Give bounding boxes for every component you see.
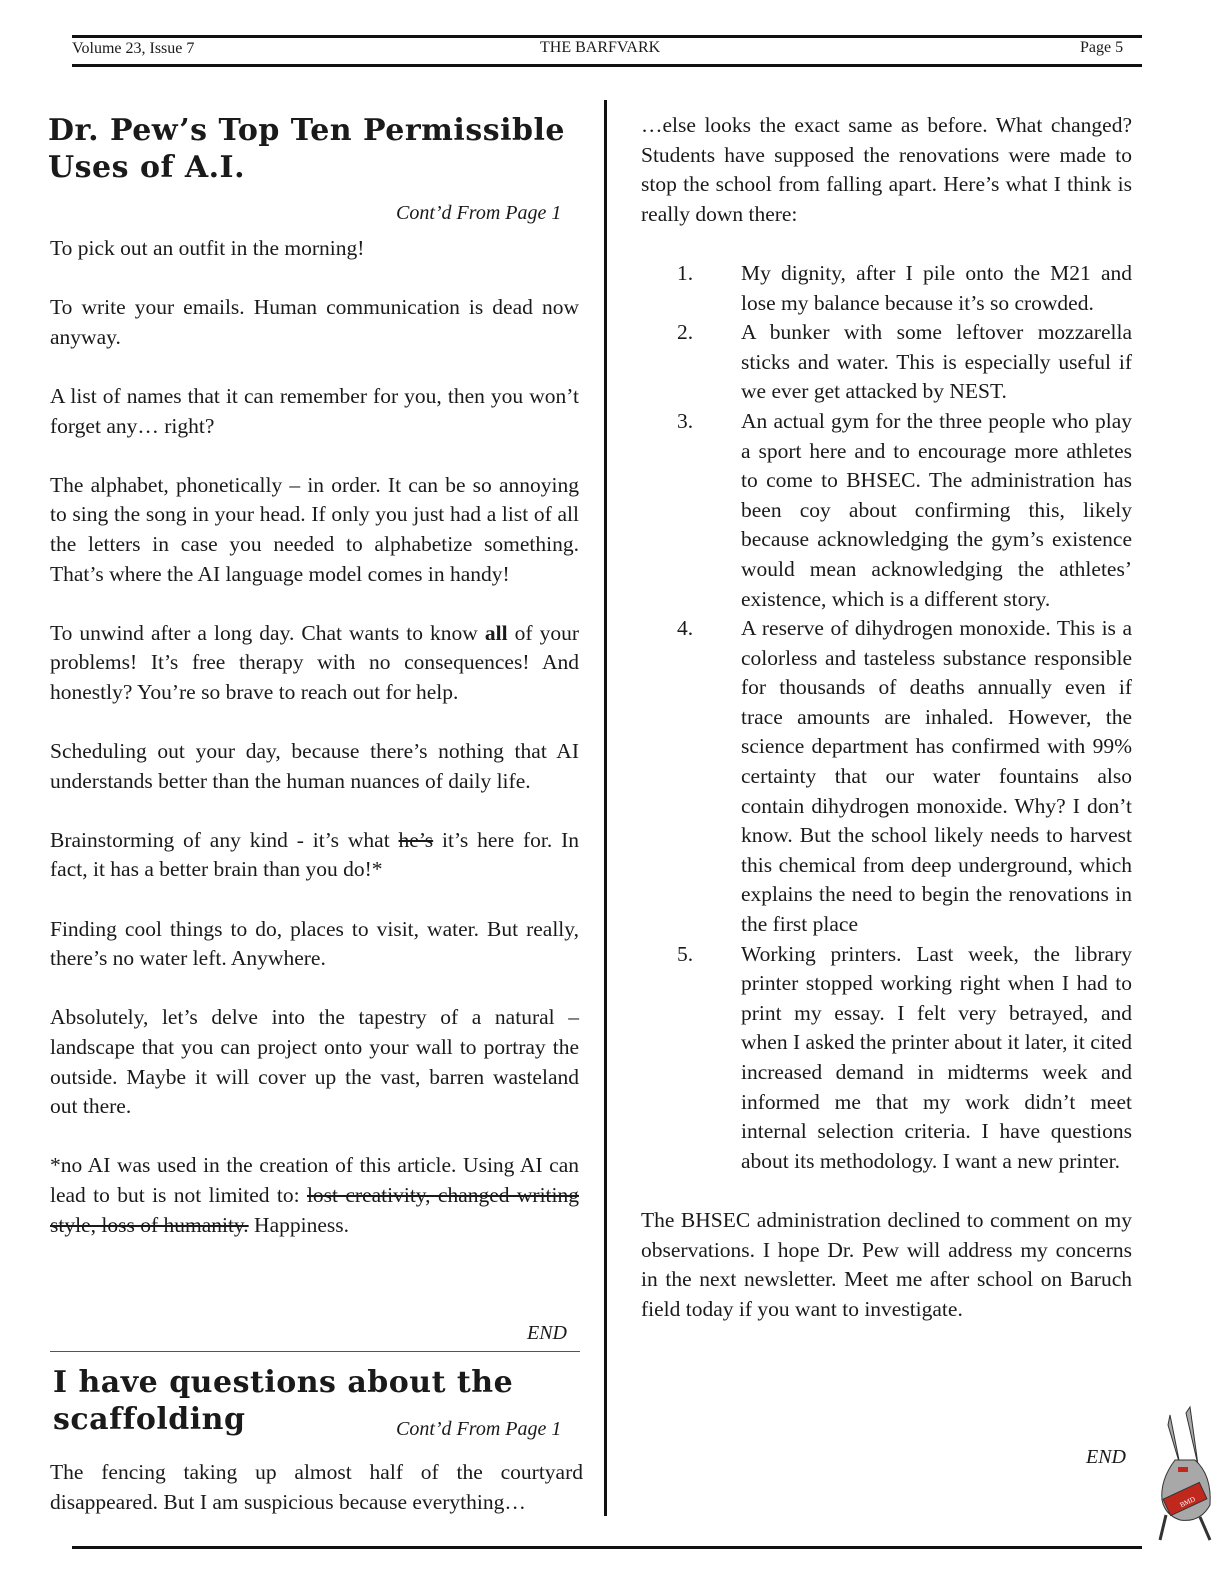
list-number: 5. [677,941,694,966]
text: of your problems! It’s free therapy with no consequences! And honestly? You’re so brave to reach out for help. [50,620,579,704]
article2-body-right [641,111,1132,1354]
article1-end: END [527,1322,567,1344]
strikethrough-text: he’s [398,827,434,852]
text: To unwind after a long day. Chat wants to know [50,620,485,645]
list-number: 2. [677,320,694,345]
article2-end: END [1086,1446,1126,1468]
text: *no AI was used in the creation of this article. Using AI can lead to but is not limited to: [50,1153,579,1207]
issue-label: Volume 23, Issue 7 [72,40,195,57]
paragraph: To write your emails. Human communication is dead now anyway. [50,295,579,349]
paragraph: The BHSEC administration declined to comment on my observations. I hope Dr. Pew will address my concerns in the next newsletter. Meet me after school on Baruch field today if you want to investigate. [641,1207,1132,1321]
paragraph: Scheduling out your day, because there’s nothing that AI understands better than the human nuances of daily life. [50,739,579,793]
footnote [50,1151,579,1240]
article2-body-left [50,1458,583,1547]
page-number: Page 5 [1080,39,1124,56]
list-text: Working printers. Last week, the library printer stopped working right when I had to print my essay. I felt very betrayed, and when I asked the printer about it later, it cited increased demand in midterms week and informed me that my work didn’t meet internal selection criteria. I have questions about its methodology. I want a new printer. [741,941,1132,1173]
paragraph [50,619,579,708]
list-number: 1. [677,260,694,285]
article2-contd: Cont’d From Page 1 [396,1418,562,1440]
paragraph: A list of names that it can remember for you, then you won’t forget any… right? [50,383,579,438]
speculation-list [641,259,1132,1176]
list-item [641,614,1132,940]
list-number: 3. [677,408,694,433]
article1-body [50,234,579,1270]
list-item [641,318,1132,407]
list-number: 4. [677,616,694,641]
text: Happiness. [248,1212,349,1237]
list-text: My dignity, after I pile onto the M21 and lose my balance because it’s so crowded. [741,260,1132,315]
list-text: An actual gym for the three people who play a sport here and to encourage more athletes to come to BHSEC. The administration has been coy about confirming this, likely because acknowledging the gym’s existence would mean acknowledging the athletes’ existence, which is a different story. [741,408,1132,611]
column-divider [604,100,607,1516]
header-top-rule [72,35,1142,38]
paragraph: Finding cool things to do, places to visit, water. But really, there’s no water left. Anywhere. [50,916,579,971]
paragraph: The alphabet, phonetically – in order. It can be so annoying to sing the song in your head. If only you just had a list of all the letters in case you needed to alphabetize something. That’s where the AI language model comes in handy! [50,472,579,586]
article1-contd: Cont’d From Page 1 [396,202,562,224]
newspaper-title: THE BARFVARK [540,39,661,56]
paragraph: The fencing taking up almost half of the courtyard disappeared. But I am suspicious because everything… [50,1460,583,1514]
article2-title: I have questions about the scaffolding [53,1365,514,1437]
list-text: A reserve of dihydrogen monoxide. This is a colorless and tasteless substance responsible for thousands of deaths annually even if trace amounts are inhaled. However, the science department has confirmed with 99% certainty that our water fountains also contain dihydrogen monoxide. Why? I don’t know. But the school likely needs to harvest this chemical from deep underground, which explains the need to begin the renovations in the first place [741,616,1132,937]
paragraph: Absolutely, let’s delve into the tapestry of a natural – landscape that you can project onto your wall to portray the outside. Maybe it will cover up the vast, barren wasteland out there. [50,1005,579,1119]
strikethrough-text: lost creativity, changed writing style, loss of humanity. [50,1183,579,1237]
bold-text: all [484,620,508,645]
list-item [641,407,1132,614]
paragraph [50,826,579,885]
paragraph: …else looks the exact same as before. What changed? Students have supposed the renovations were made to stop the school from falling apart. Here’s what I think is really down there: [641,113,1132,226]
article1-title: Dr. Pew’s Top Ten Permissible Uses of A.I. [48,113,565,185]
aardvark-mascot-illustration [1140,1405,1224,1545]
text: Brainstorming of any kind - it’s what [50,827,399,852]
article-separator [50,1351,580,1352]
list-text: A bunker with some leftover mozzarella sticks and water. This is especially useful if we ever get attacked by NEST. [741,320,1132,404]
list-item [641,259,1132,318]
list-item [641,940,1132,1177]
paragraph: To pick out an outfit in the morning! [50,236,365,260]
header-bottom-rule [72,64,1142,67]
text: it’s here for. In fact, it has a better brain than you do!* [50,827,579,882]
book-label: BMD [1178,1495,1197,1510]
